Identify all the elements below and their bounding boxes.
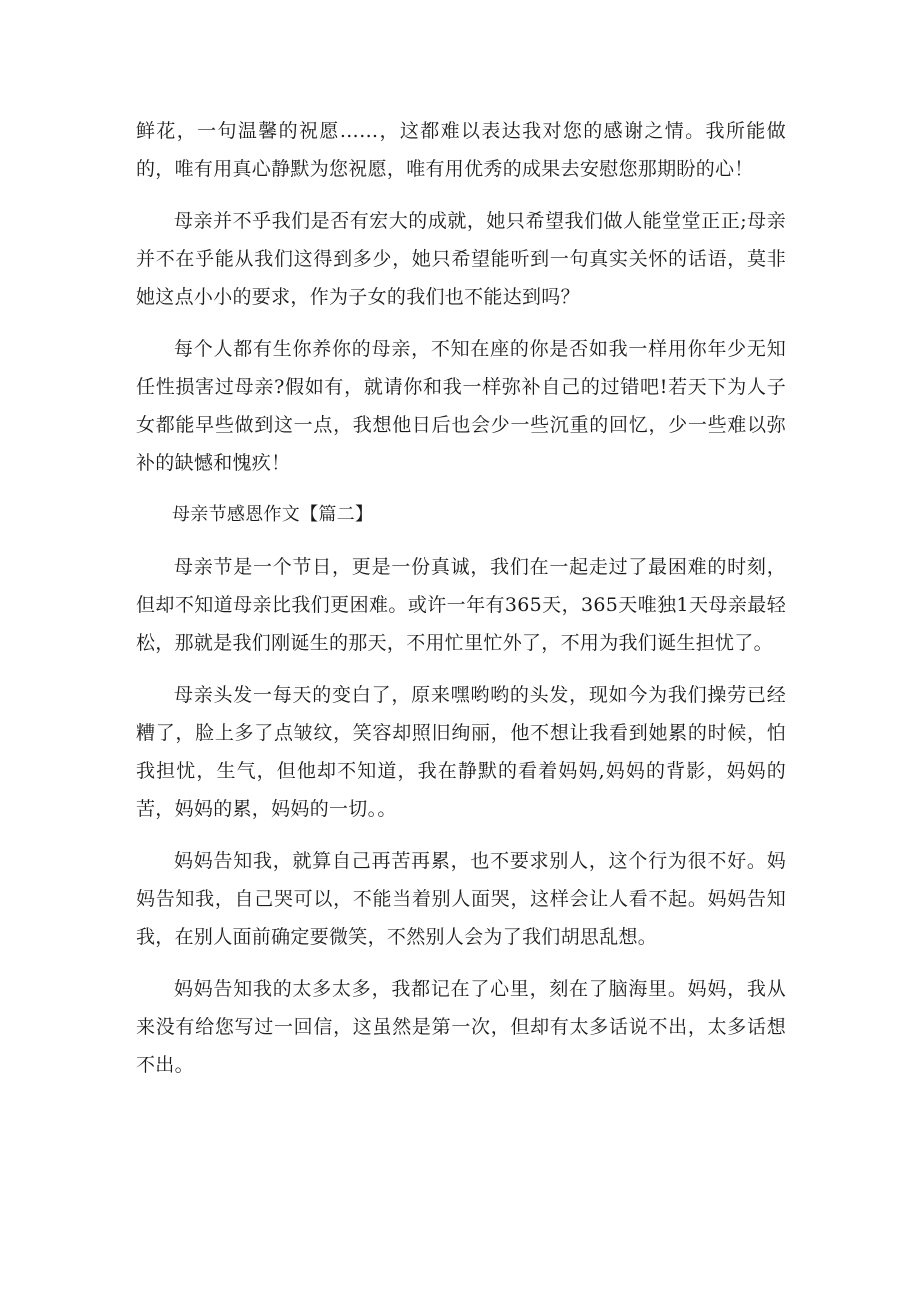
document-body [136, 112, 786, 1098]
section-paragraph-1: 母亲节是一个节日，更是一份真诚，我们在一起走过了最困难的时刻，但却不知道母亲比我们更困难。或许一年有365天，365天唯独1天母亲最轻松，那就是我们刚诞生的那天，不用忙里忙外了，不用为我们诞生担忧了。 [136, 556, 786, 654]
paragraph-2: 母亲并不乎我们是否有宏大的成就，她只希望我们做人能堂堂正正;母亲并不在乎能从我们这得到多少，她只希望能听到一句真实关怀的话语，莫非她这点小小的要求，作为子女的我们也不能达到吗？ [136, 210, 786, 308]
section-paragraph-2: 母亲头发一每天的变白了，原来嘿哟哟的头发，现如今为我们操劳已经糟了，脸上多了点皱纹，笑容却照旧绚丽，他不想让我看到她累的时候，怕我担忧，生气，但他却不知道，我在静默的看着妈妈,妈妈的背影，妈妈的苦，妈妈的累，妈妈的一切。。 [136, 684, 786, 820]
section-paragraph-4: 妈妈告知我的太多太多，我都记在了心里，刻在了脑海里。妈妈，我从来没有给您写过一回信，这虽然是第一次，但却有太多话说不出，太多话想不出。 [136, 978, 786, 1076]
section-heading: 母亲节感恩作文【篇二】 [172, 504, 374, 525]
paragraph-1: 鲜花，一句温馨的祝愿……，这都难以表达我对您的感谢之情。我所能做的，唯有用真心静默为您祝愿，唯有用优秀的成果去安慰您那期盼的心！ [136, 120, 786, 180]
paragraph-3: 每个人都有生你养你的母亲，不知在座的你是否如我一样用你年少无知任性损害过母亲?假如有，就请你和我一样弥补自己的过错吧!若天下为人子女都能早些做到这一点，我想他日后也会少一些沉重的回忆，少一些难以弥补的缺憾和愧疚！ [136, 338, 786, 474]
section-paragraph-3: 妈妈告知我，就算自己再苦再累，也不要求别人，这个行为很不好。妈妈告知我，自己哭可以，不能当着别人面哭，这样会让人看不起。妈妈告知我，在别人面前确定要微笑，不然别人会为了我们胡思乱想。 [136, 850, 786, 948]
